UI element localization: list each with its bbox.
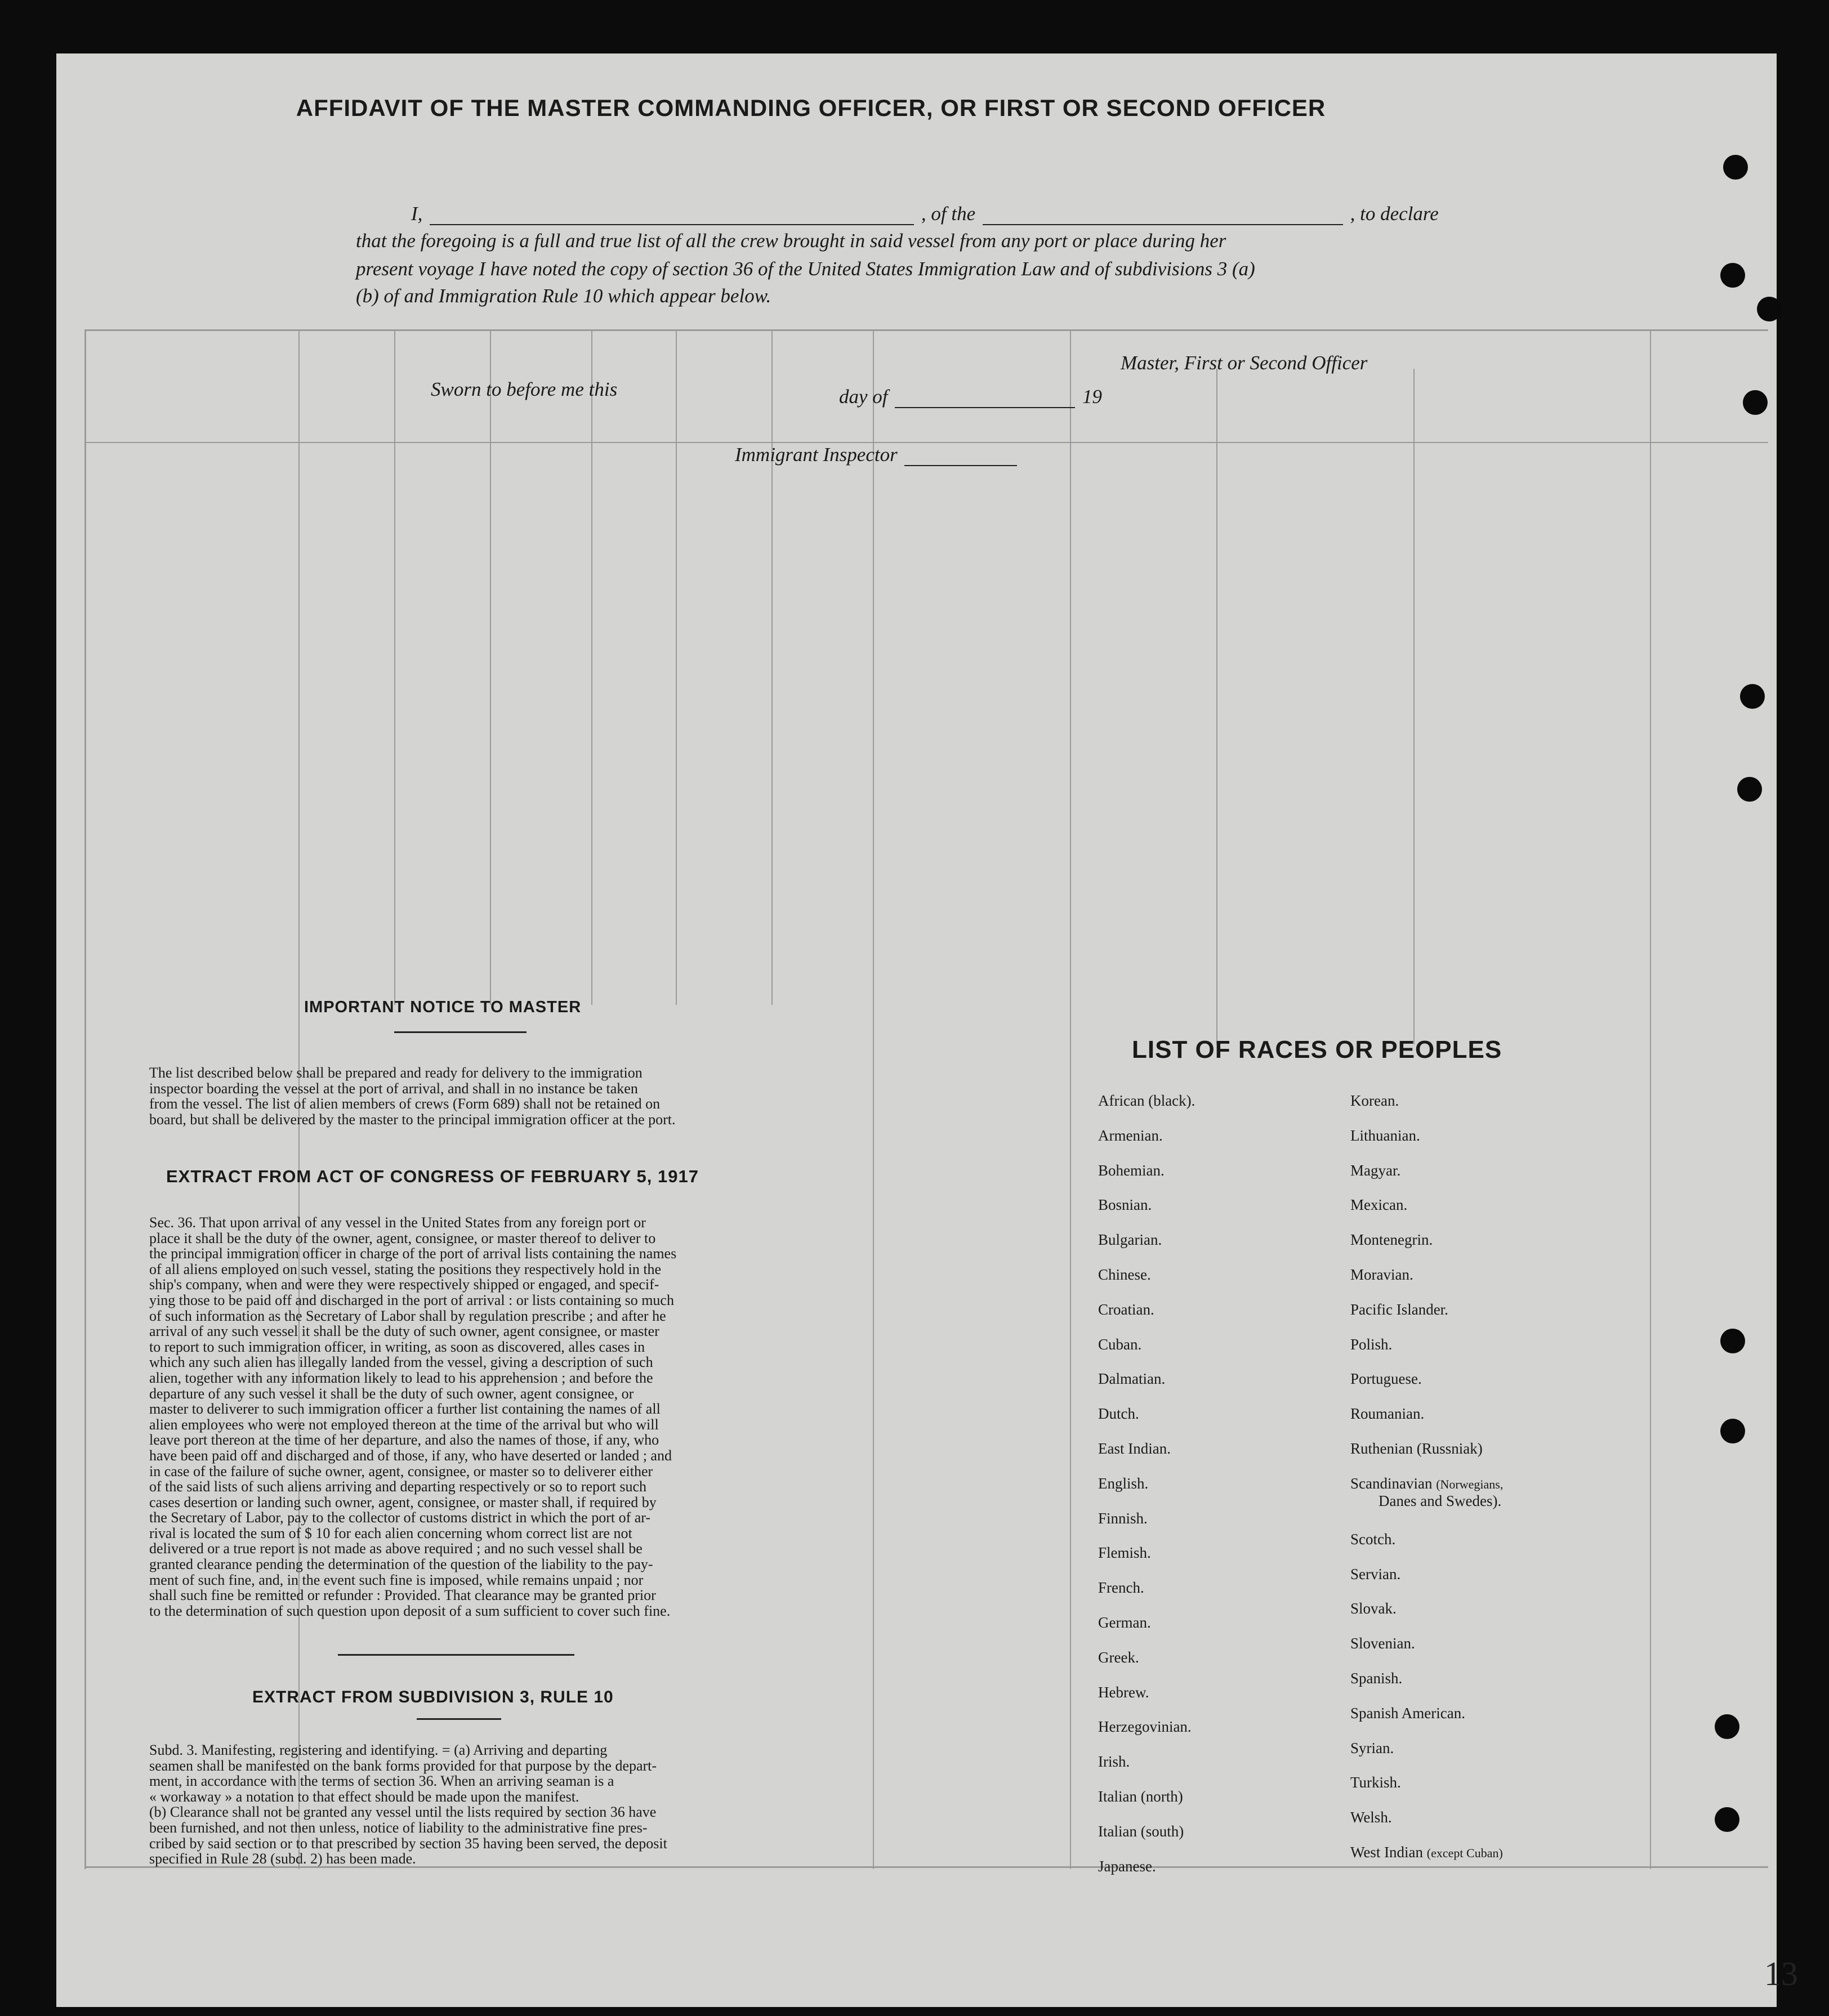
ruled-line [394, 329, 395, 1005]
race-item [1350, 1475, 1503, 1531]
affidavit-line-3: present voyage I have noted the copy of section 36 of the United States Immigration Law and of subdivisions 3 (a) [356, 258, 1255, 280]
act-line: of the said lists of such aliens arriving and departing respectively or so to report such [149, 1478, 647, 1495]
rule-rule [417, 1718, 501, 1720]
binder-hole [1723, 155, 1748, 180]
act-rule [338, 1654, 574, 1656]
act-text [149, 1215, 794, 1619]
act-line: of such information as the Secretary of Labor shall by regulation prescribe ; and after he [149, 1307, 666, 1324]
race-item [1098, 1475, 1195, 1510]
race-item [1350, 1670, 1503, 1705]
act-line: alien employees who were not employed thereon at the time of the arrival but who will [149, 1416, 659, 1433]
ruled-line [591, 329, 592, 1005]
race-label: Spanish American. [1350, 1704, 1465, 1722]
ruled-line [873, 329, 874, 1869]
race-label: Scandinavian [1350, 1474, 1433, 1492]
act-line: granted clearance pending the determination of the question of the liability to the pay- [149, 1556, 653, 1573]
race-label: English. [1098, 1474, 1149, 1492]
race-item [1350, 1301, 1503, 1336]
notice-line: board, but shall be delivered by the master to the principal immigration officer at the port. [149, 1111, 676, 1128]
act-line: ment of such fine, and, in the event such fine is imposed, while remains unpaid ; nor [149, 1571, 644, 1588]
race-item [1098, 1788, 1195, 1823]
race-item [1350, 1092, 1503, 1127]
act-line: Sec. 36. That upon arrival of any vessel in the United States from any foreign port or [149, 1214, 646, 1231]
affidavit-declare: , to declare [1350, 203, 1439, 225]
act-line: delivered or a true report is not made as above required ; and no such vessel shall be [149, 1540, 643, 1557]
rule-line: Subd. 3. Manifesting, registering and identifying. = (a) Arriving and departing [149, 1742, 608, 1758]
race-label: Polish. [1350, 1335, 1393, 1353]
race-label: Portuguese. [1350, 1370, 1422, 1388]
race-label: Japanese. [1098, 1857, 1156, 1875]
race-label: Dutch. [1098, 1405, 1139, 1423]
race-item [1350, 1774, 1503, 1809]
notice-text [149, 1065, 794, 1127]
binder-hole [1720, 263, 1745, 288]
day-of-label [839, 386, 1102, 408]
rule-line: specified in Rule 28 (subd. 2) has been made. [149, 1850, 416, 1867]
ruled-line [84, 442, 1768, 443]
document-sheet [56, 53, 1777, 2007]
race-item [1098, 1162, 1195, 1197]
signatory-label: Master, First or Second Officer [1121, 352, 1368, 374]
name-blank[interactable] [430, 223, 914, 225]
races-right-column [1350, 1092, 1503, 1879]
race-label: Lithuanian. [1350, 1127, 1420, 1144]
rule-line: (b) Clearance shall not be granted any vessel until the lists required by section 36 have [149, 1804, 657, 1821]
binder-hole [1720, 1419, 1745, 1443]
race-label: West Indian [1350, 1843, 1424, 1861]
race-label: East Indian. [1098, 1440, 1171, 1457]
race-item [1350, 1531, 1503, 1566]
race-item [1350, 1740, 1503, 1774]
act-line: ship's company, when and were they were respectively shipped or engaged, and specif- [149, 1276, 659, 1293]
race-item [1350, 1127, 1503, 1162]
act-line: leave port thereon at the time of her departure, and also the names of those, if any, who [149, 1432, 659, 1449]
ruled-line [84, 329, 86, 1869]
race-item [1098, 1196, 1195, 1231]
year-text: 19 [1082, 386, 1103, 408]
binder-hole [1743, 390, 1768, 415]
margin-mark: 13 [1764, 1955, 1798, 1992]
rule-line: been furnished, and not then unless, notice of liability to the administrative fine pres- [149, 1819, 648, 1836]
binder-hole [1715, 1807, 1739, 1832]
inspector-blank[interactable] [904, 464, 1017, 466]
ruled-line [771, 329, 773, 1005]
race-label: German. [1098, 1613, 1151, 1631]
act-line: of all aliens employed on such vessel, stating the positions they respectively hold in the [149, 1260, 662, 1277]
race-item [1098, 1440, 1195, 1475]
race-item [1350, 1162, 1503, 1197]
race-label: African (black). [1098, 1092, 1195, 1109]
race-label: Bohemian. [1098, 1161, 1165, 1179]
sworn-label: Sworn to before me this [431, 378, 618, 400]
race-item [1098, 1544, 1195, 1579]
act-line: cases desertion or landing such owner, agent, consignee, or master shall, if required by [149, 1494, 657, 1510]
race-item [1098, 1370, 1195, 1405]
race-item [1350, 1266, 1503, 1301]
race-label: Roumanian. [1350, 1405, 1425, 1423]
binder-hole [1737, 777, 1762, 802]
act-line: alien, together with any information likely to lead to his apprehension ; and before the [149, 1369, 653, 1386]
act-line: have been paid off and discharged and of those, if any, who have deserted or landed ; and [149, 1447, 672, 1464]
act-line: arrival of any such vessel it shall be the duty of such owner, agent consignee, or master [149, 1323, 659, 1340]
act-line: the Secretary of Labor, pay to the collector of customs district in which the port of ar- [149, 1509, 651, 1526]
ruled-line [1413, 369, 1415, 1044]
race-item [1098, 1127, 1195, 1162]
race-label: Magyar. [1350, 1161, 1401, 1179]
affidavit-of-the: , of the [921, 203, 976, 225]
race-label: Bosnian. [1098, 1196, 1152, 1214]
binder-hole [1715, 1714, 1739, 1739]
notice-line: from the vessel. The list of alien members of crews (Form 689) shall not be retained on [149, 1096, 661, 1112]
race-label: Flemish. [1098, 1544, 1151, 1562]
affidavit-title: AFFIDAVIT OF THE MASTER COMMANDING OFFICER, OR FIRST OR SECOND OFFICER [296, 95, 1326, 121]
race-label: Finnish. [1098, 1509, 1148, 1527]
act-line: master to deliverer to such immigration officer a further list containing the names of all [149, 1401, 661, 1418]
vessel-blank[interactable] [983, 223, 1343, 225]
race-item [1350, 1405, 1503, 1440]
race-label: Slovenian. [1350, 1635, 1415, 1652]
race-item [1098, 1092, 1195, 1127]
ruled-line [1070, 329, 1071, 1869]
races-heading: LIST OF RACES OR PEOPLES [1132, 1036, 1502, 1063]
race-item [1098, 1405, 1195, 1440]
race-item [1350, 1635, 1503, 1670]
ruled-line [490, 329, 491, 1005]
race-item [1350, 1370, 1503, 1405]
rule-line: « workaway » a notation to that effect should be made upon the manifest. [149, 1788, 579, 1805]
race-label: Armenian. [1098, 1127, 1163, 1144]
race-label: French. [1098, 1579, 1144, 1597]
race-item [1350, 1231, 1503, 1266]
race-item [1098, 1753, 1195, 1788]
day-of-text: day of [839, 386, 888, 408]
binder-hole [1740, 684, 1765, 709]
race-item [1098, 1579, 1195, 1614]
race-label: Chinese. [1098, 1266, 1151, 1283]
inspector-label [735, 444, 1019, 466]
race-label: Servian. [1350, 1565, 1401, 1583]
ruled-line [1216, 369, 1217, 1044]
race-item [1098, 1649, 1195, 1684]
race-label: Slovak. [1350, 1600, 1397, 1617]
race-label: Spanish. [1350, 1669, 1403, 1687]
binder-hole [1757, 297, 1782, 321]
act-line: place it shall be the duty of the owner, agent, consignee, or master thereof to deliver to [149, 1230, 656, 1246]
rule-text [149, 1742, 794, 1867]
race-label: Syrian. [1350, 1739, 1394, 1756]
race-label: Pacific Islander. [1350, 1300, 1448, 1318]
race-label: Montenegrin. [1350, 1231, 1433, 1249]
act-line: to report to such immigration officer, in writing, as soon as discovered, alles cases in [149, 1338, 645, 1355]
race-item [1098, 1614, 1195, 1649]
ruled-line [1650, 329, 1651, 1869]
race-note: (except Cuban) [1426, 1845, 1503, 1860]
race-label: Irish. [1098, 1753, 1130, 1771]
race-label: Turkish. [1350, 1774, 1401, 1791]
race-item [1350, 1809, 1503, 1844]
race-label: Ruthenian (Russniak) [1350, 1440, 1483, 1457]
race-label: Hebrew. [1098, 1683, 1149, 1701]
race-item [1098, 1231, 1195, 1266]
affidavit-i: I, [411, 203, 423, 225]
race-item [1350, 1440, 1503, 1475]
race-label: Dalmatian. [1098, 1370, 1166, 1388]
race-item [1098, 1510, 1195, 1545]
race-label: Italian (north) [1098, 1787, 1183, 1805]
act-line: which any such alien has illegally landed from the vessel, giving a description of such [149, 1354, 653, 1371]
affidavit-line-1 [411, 203, 1439, 225]
race-note: Danes and Swedes). [1379, 1492, 1502, 1509]
race-item [1098, 1823, 1195, 1858]
rule-line: seamen shall be manifested on the bank forms provided for that purpose by the depart- [149, 1757, 657, 1774]
notice-rule [394, 1031, 527, 1033]
race-label: Cuban. [1098, 1335, 1142, 1353]
race-item [1098, 1684, 1195, 1719]
race-item [1098, 1858, 1195, 1893]
notice-heading: IMPORTANT NOTICE TO MASTER [304, 998, 582, 1016]
race-item [1098, 1718, 1195, 1753]
act-line: in case of the failure of suche owner, agent, consignee, or master so to deliverer either [149, 1463, 653, 1479]
race-item [1350, 1705, 1503, 1740]
act-line: departure of any such vessel it shall be the duty of such owner, agent consignee, or [149, 1385, 634, 1402]
notice-line: The list described below shall be prepared and ready for delivery to the immigration [149, 1065, 643, 1081]
race-item [1350, 1566, 1503, 1601]
race-item [1350, 1600, 1503, 1635]
race-label: Moravian. [1350, 1266, 1413, 1283]
date-blank[interactable] [895, 406, 1075, 408]
act-line: to the determination of such question upon deposit of a sum sufficient to cover such fine. [149, 1602, 671, 1619]
race-item [1098, 1336, 1195, 1371]
act-line: rival is located the sum of $ 10 for each alien concerning whom correct list are not [149, 1525, 632, 1541]
race-label: Scotch. [1350, 1530, 1396, 1548]
ruled-line [84, 329, 1768, 331]
binder-hole [1720, 1329, 1745, 1353]
race-label: Mexican. [1350, 1196, 1408, 1214]
notice-line: inspector boarding the vessel at the port of arrival, and shall in no instance be taken [149, 1080, 638, 1097]
race-label: Herzegovinian. [1098, 1718, 1192, 1736]
act-line: ying those to be paid off and discharged in the port of arrival : or lists containing so much [149, 1291, 674, 1308]
race-item [1350, 1844, 1503, 1879]
ruled-line [676, 329, 677, 1005]
race-item [1350, 1196, 1503, 1231]
affidavit-line-4: (b) of and Immigration Rule 10 which appear below. [356, 285, 771, 307]
affidavit-line-2: that the foregoing is a full and true list of all the crew brought in said vessel from any port or place during her [356, 230, 1226, 252]
inspector-text: Immigrant Inspector [735, 444, 898, 466]
race-label: Italian (south) [1098, 1822, 1184, 1840]
race-label: Croatian. [1098, 1300, 1154, 1318]
race-note: (Norwegians, [1436, 1477, 1504, 1491]
act-heading: EXTRACT FROM ACT OF CONGRESS OF FEBRUARY 5, 1917 [166, 1166, 699, 1186]
act-line: the principal immigration officer in charge of the port of arrival lists containing the names [149, 1245, 677, 1262]
race-item [1098, 1266, 1195, 1301]
races-left-column [1098, 1092, 1195, 1892]
rule-heading: EXTRACT FROM SUBDIVISION 3, RULE 10 [252, 1688, 614, 1706]
race-label: Bulgarian. [1098, 1231, 1162, 1249]
race-label: Korean. [1350, 1092, 1399, 1109]
race-label: Greek. [1098, 1648, 1139, 1666]
rule-line: ment, in accordance with the terms of section 36. When an arriving seaman is a [149, 1773, 614, 1790]
race-item [1350, 1336, 1503, 1371]
race-item [1098, 1301, 1195, 1336]
race-label: Welsh. [1350, 1809, 1392, 1826]
rule-line: cribed by said section or to that prescribed by section 35 having been served, the deposit [149, 1835, 667, 1852]
act-line: shall such fine be remitted or refunder : Provided. That clearance may be granted prior [149, 1587, 656, 1604]
